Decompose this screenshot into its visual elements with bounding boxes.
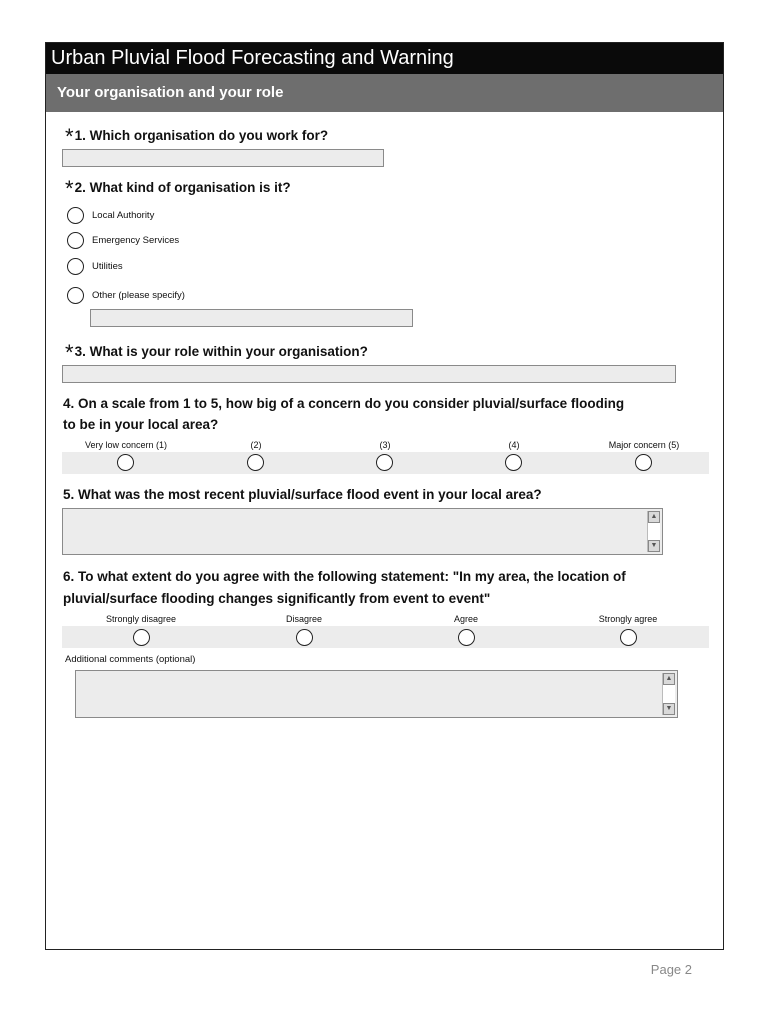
radio-utilities[interactable] — [67, 258, 84, 275]
option-label-emergency-services: Emergency Services — [92, 235, 180, 246]
scale-label-1: Very low concern (1) — [84, 440, 168, 450]
question-6-line-2: pluvial/surface flooding changes significantly from event to event" — [63, 591, 491, 606]
recent-event-textarea[interactable] — [62, 508, 663, 555]
question-1-text: 1. Which organisation do you work for? — [74, 128, 329, 143]
additional-comments-label: Additional comments (optional) — [65, 654, 196, 665]
scroll-down-icon[interactable]: ▼ — [648, 540, 660, 552]
textarea-scrollbar[interactable] — [662, 673, 675, 715]
question-4-line-2: to be in your local area? — [63, 417, 219, 432]
scale-label-2: (2) — [250, 440, 262, 450]
option-label-local-authority: Local Authority — [92, 210, 155, 221]
radio-local-authority[interactable] — [67, 207, 84, 224]
radio-strongly-agree[interactable] — [620, 629, 637, 646]
scale-label-4: (4) — [508, 440, 520, 450]
additional-comments-textarea[interactable] — [75, 670, 678, 718]
scale-label-3: (3) — [379, 440, 391, 450]
scroll-down-icon[interactable]: ▼ — [663, 703, 675, 715]
section-heading: Your organisation and your role — [46, 74, 723, 112]
question-3-text: 3. What is your role within your organisation? — [74, 344, 368, 359]
agree-label-agree: Agree — [453, 614, 479, 624]
textarea-scrollbar[interactable] — [647, 511, 660, 552]
scroll-up-icon[interactable]: ▲ — [648, 511, 660, 523]
question-4-line-1: 4. On a scale from 1 to 5, how big of a concern do you consider pluvial/surface flooding — [63, 396, 625, 411]
page-number: Page 2 — [650, 962, 692, 977]
question-3 — [65, 341, 368, 364]
agreement-scale-row — [62, 626, 709, 648]
radio-concern-2[interactable] — [247, 454, 264, 471]
agree-label-disagree: Disagree — [285, 614, 323, 624]
required-star-icon: * — [65, 124, 74, 149]
option-label-utilities: Utilities — [92, 261, 123, 272]
scale-label-5: Major concern (5) — [608, 440, 680, 450]
question-2 — [65, 177, 291, 200]
required-star-icon: * — [65, 176, 74, 201]
question-1 — [65, 125, 328, 148]
radio-concern-5[interactable] — [635, 454, 652, 471]
survey-title: Urban Pluvial Flood Forecasting and Warning — [46, 43, 723, 74]
organisation-input[interactable] — [62, 149, 384, 167]
required-star-icon: * — [65, 340, 74, 365]
radio-concern-1[interactable] — [117, 454, 134, 471]
question-6-line-1: 6. To what extent do you agree with the following statement: "In my area, the location of — [63, 569, 626, 584]
other-specify-input[interactable] — [90, 309, 413, 327]
radio-concern-4[interactable] — [505, 454, 522, 471]
radio-disagree[interactable] — [296, 629, 313, 646]
role-input[interactable] — [62, 365, 676, 383]
radio-emergency-services[interactable] — [67, 232, 84, 249]
radio-concern-3[interactable] — [376, 454, 393, 471]
radio-agree[interactable] — [458, 629, 475, 646]
radio-other[interactable] — [67, 287, 84, 304]
question-5: 5. What was the most recent pluvial/surface flood event in your local area? — [63, 487, 542, 502]
option-label-other: Other (please specify) — [92, 290, 185, 301]
question-2-text: 2. What kind of organisation is it? — [74, 180, 291, 195]
agree-label-strongly-disagree: Strongly disagree — [105, 614, 177, 624]
radio-strongly-disagree[interactable] — [133, 629, 150, 646]
agree-label-strongly-agree: Strongly agree — [598, 614, 658, 624]
scroll-up-icon[interactable]: ▲ — [663, 673, 675, 685]
